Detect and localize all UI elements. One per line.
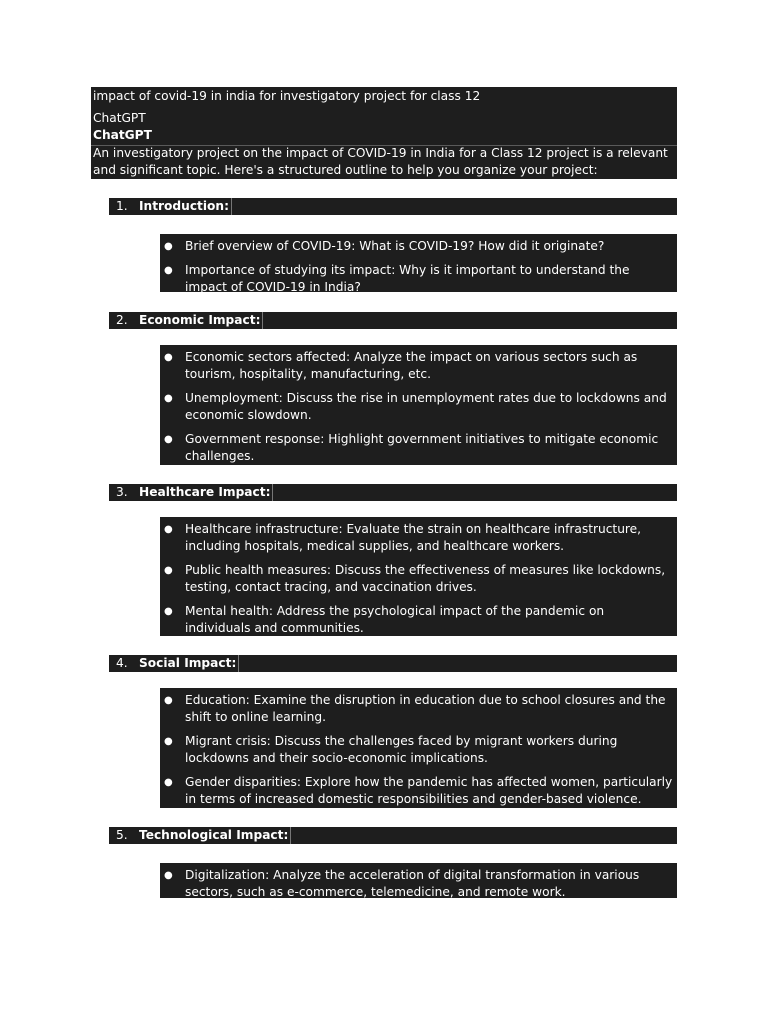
intro-line-2: and significant topic. Here's a structured outline to help you organize your project: [93,163,598,177]
section-number: 4. [109,655,139,672]
prompt-text: impact of covid-19 in india for investigatory project for class 12 [93,89,481,103]
section-5-bullets [160,863,677,898]
author-heading: ChatGPT [93,128,152,142]
section-heading-healthcare-impact: Healthcare Impact: [139,484,677,501]
section-number: 3. [109,484,139,501]
list-item: ● Migrant crisis: Discuss the challenges faced by migrant workers during lockdowns and their socio-economic implications. [164,734,618,765]
intro-line-1: An investigatory project on the impact of COVID-19 in India for a Class 12 project is a relevant [93,146,668,160]
list-item: ● Unemployment: Discuss the rise in unemployment rates due to lockdowns and economic slowdown. [164,391,667,422]
list-item: ● Brief overview of COVID-19: What is COVID-19? How did it originate? [164,239,605,253]
section-2-bullets [160,345,677,465]
section-4-bullets [160,688,677,808]
list-item: ● Gender disparities: Explore how the pandemic has affected women, particularly in terms of increased domestic responsibilities and gender-based violence. [164,775,673,806]
list-item: ● Government response: Highlight government initiatives to mitigate economic challenges. [164,432,659,463]
list-item: ● Economic sectors affected: Analyze the impact on various sectors such as tourism, hospitality, manufacturing, etc. [164,350,638,381]
section-heading-technological-impact: Technological Impact: [139,827,677,844]
author-label: ChatGPT [93,111,146,125]
section-heading-social-impact: Social Impact: [139,655,677,672]
list-item: ● Healthcare infrastructure: Evaluate the strain on healthcare infrastructure, including hospitals, medical supplies, and healthcare workers. [164,522,642,553]
section-number: 1. [109,198,139,215]
section-number: 2. [109,312,139,329]
section-heading-introduction: Introduction: [139,198,677,215]
section-1-bullets [160,234,677,292]
section-3-bullets [160,517,677,636]
section-number: 5. [109,827,139,844]
list-item: ● Digitalization: Analyze the acceleration of digital transformation in various sectors, such as e-commerce, telemedicine, and remote work. [164,868,640,899]
list-item: ● Mental health: Address the psychological impact of the pandemic on individuals and communities. [164,604,605,635]
list-item: ● Public health measures: Discuss the effectiveness of measures like lockdowns, testing, contact tracing, and vaccination drives. [164,563,666,594]
list-item: ● Importance of studying its impact: Why is it important to understand the impact of COVID-19 in India? [164,263,630,294]
section-heading-economic-impact: Economic Impact: [139,312,677,329]
list-item: ● Education: Examine the disruption in education due to school closures and the shift to online learning. [164,693,666,724]
